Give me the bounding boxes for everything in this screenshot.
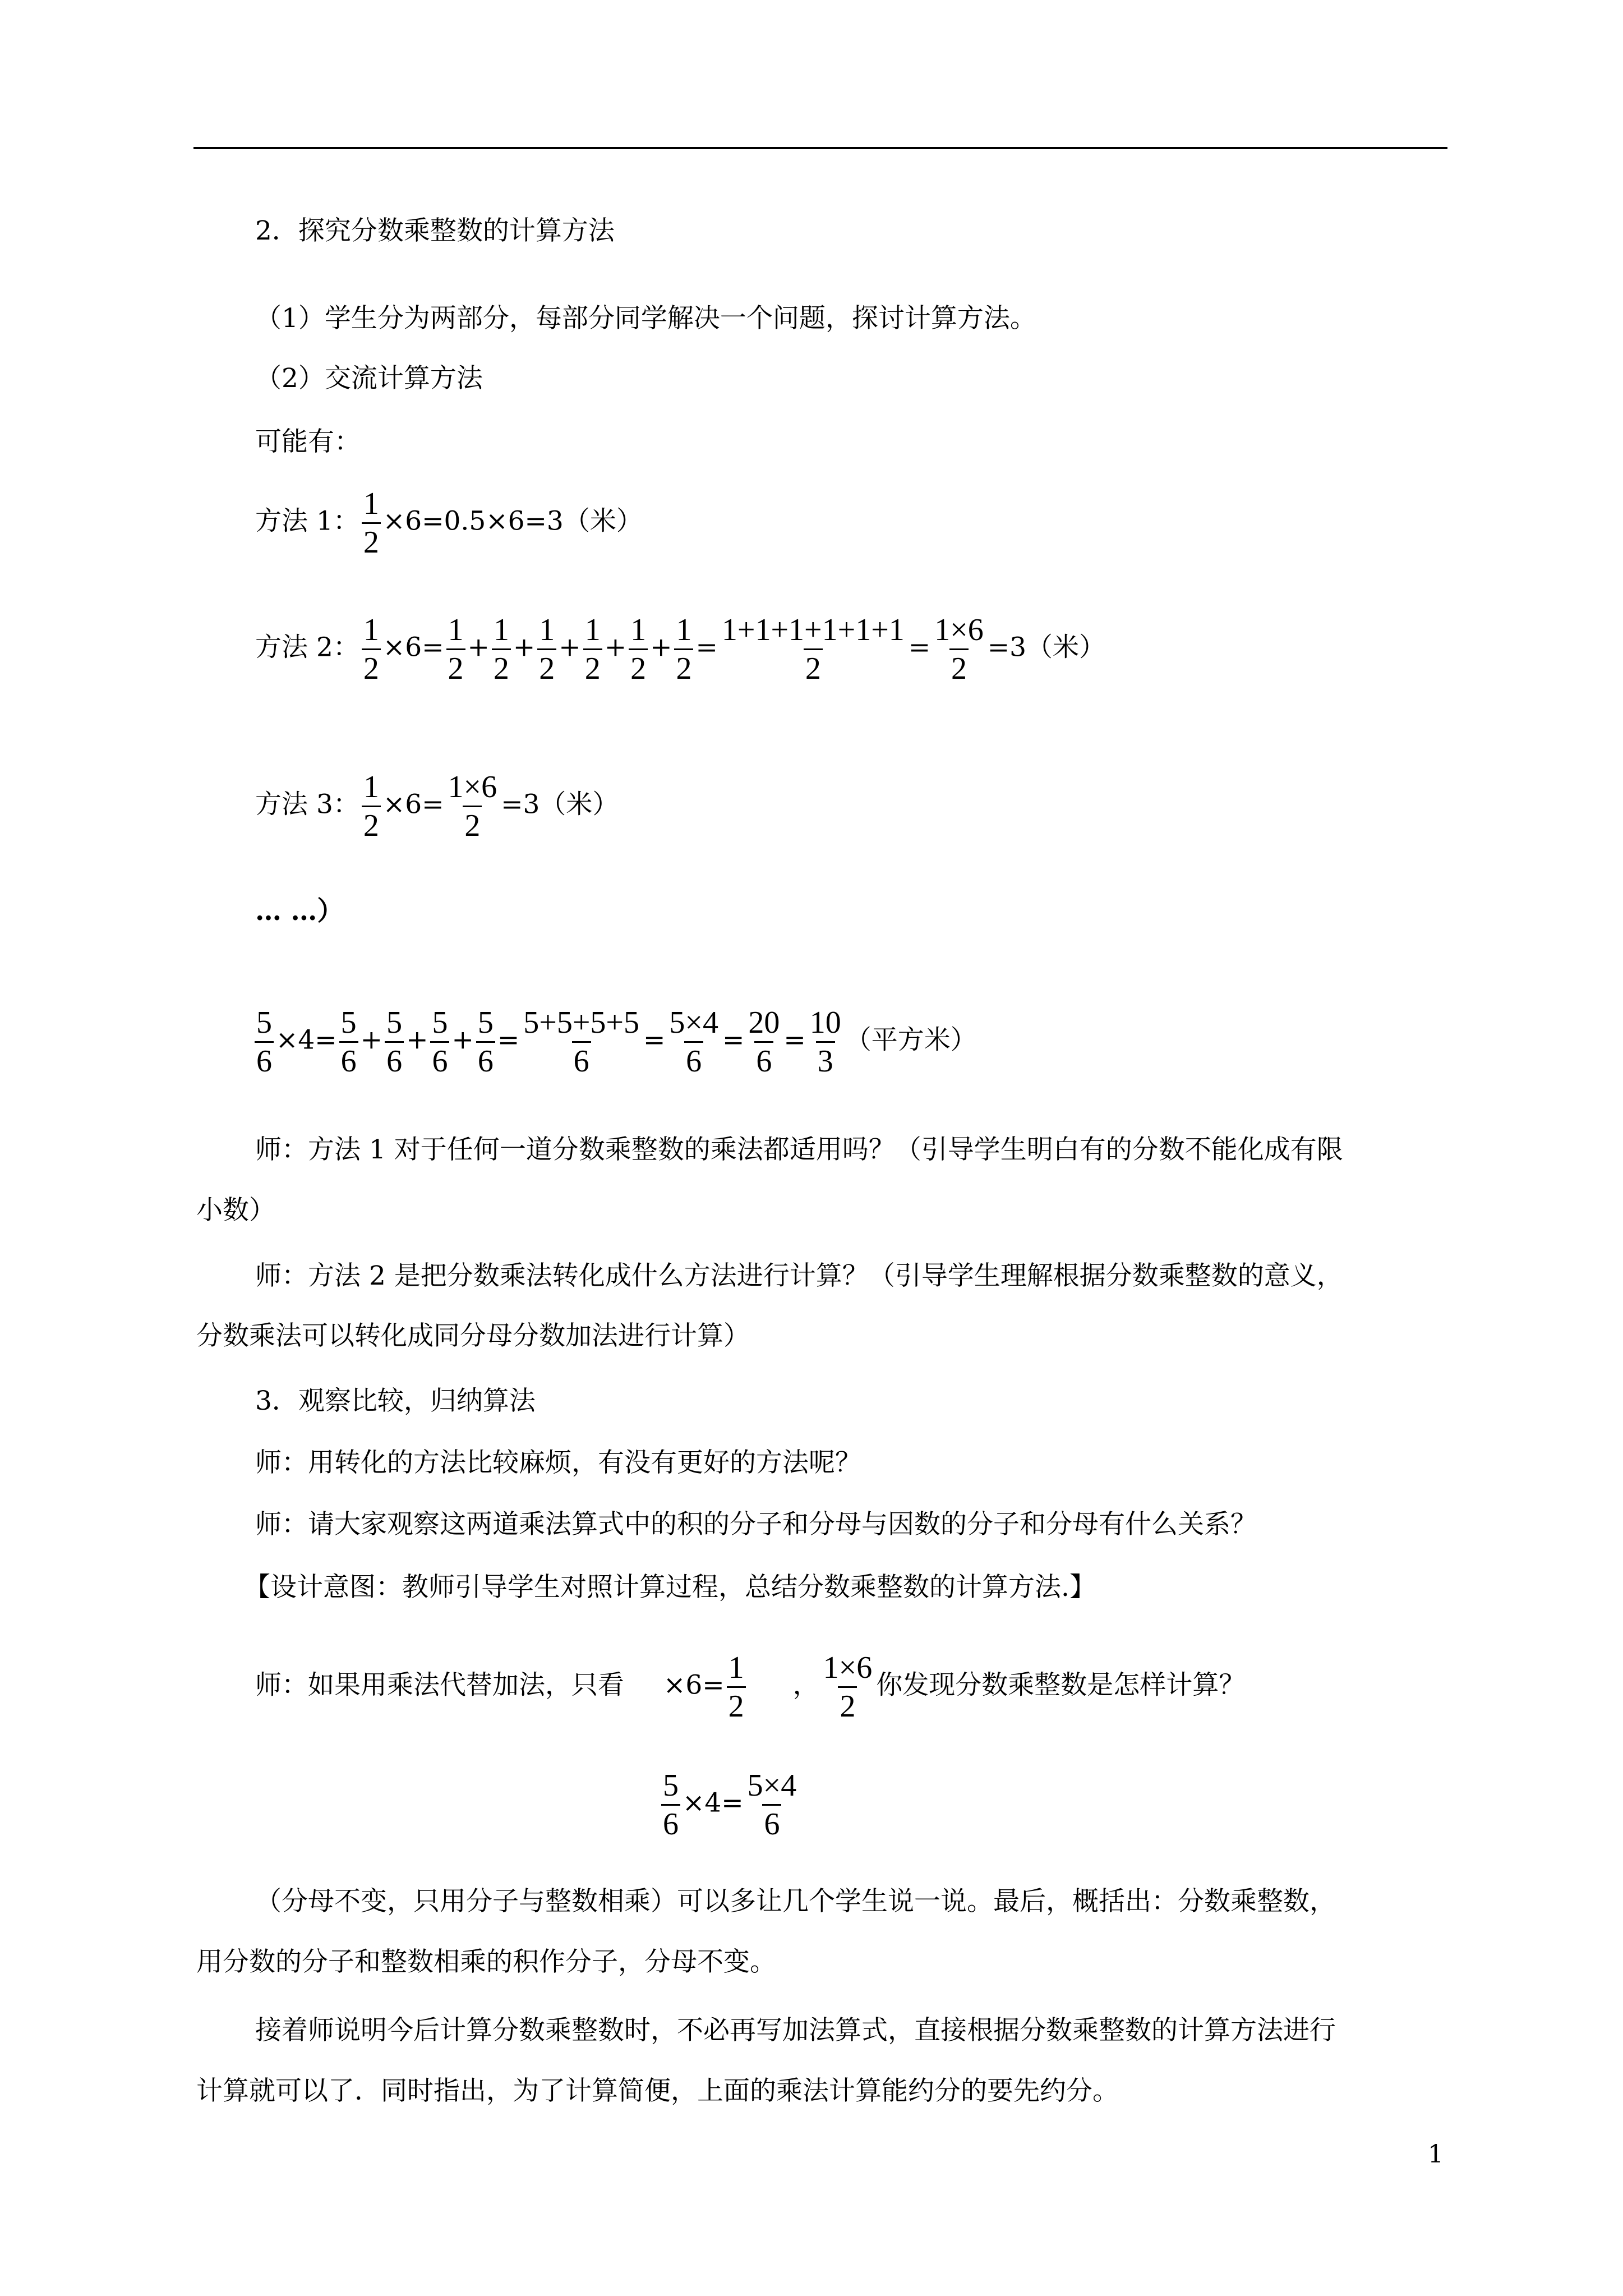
method-3-result: =3（米） <box>501 789 619 820</box>
product-fraction: $\frac{1\times 6}{2}$ <box>448 770 497 843</box>
product-fraction: $\frac{1\times 6}{2}$ <box>823 1650 873 1724</box>
ellipsis-text: … …） <box>255 896 344 927</box>
fraction: $\frac{1}{2}$ <box>362 485 381 561</box>
teacher-question-1b: 小数） <box>196 1195 275 1226</box>
method-2-label: 方法 2： <box>255 632 359 663</box>
method-2-result: =3（米） <box>987 632 1106 663</box>
method-3-label: 方法 3： <box>255 789 359 820</box>
teacher-question-2a: 师：方法 2 是把分数乘法转化成什么方法进行计算？（引导学生理解根据分数乘整数的意义， <box>255 1260 1343 1291</box>
possible-text: 可能有： <box>255 426 361 457</box>
step-1-text: （1）学生分为两部分，每部分同学解决一个问题，探讨计算方法。 <box>255 303 1036 334</box>
fraction: $\frac{5}{6}$ <box>255 1004 274 1080</box>
fraction: $\frac{1}{2}$ <box>674 611 693 687</box>
teacher-question-3: 师：用转化的方法比较麻烦，有没有更好的方法呢？ <box>255 1447 861 1478</box>
method-1-label: 方法 1： <box>255 505 359 537</box>
fraction: $\frac{5}{6}$ <box>385 1004 404 1080</box>
summary-line-a: （分母不变，只用分子与整数相乘）可以多让几个学生说一说。最后，概括出：分数乘整数， <box>255 1886 1336 1917</box>
fraction: $\frac{1}{2}$ <box>537 611 556 687</box>
center-equation: $\frac{5}{6}$ ×4= $\frac{5\times 4}{6}$ <box>659 1767 800 1843</box>
teacher-question-1a: 师：方法 1 对于任何一道分数乘整数的乘法都适用吗？（引导学生明白有的分数不能化成有限 <box>255 1134 1343 1165</box>
method-3-line: 方法 3： $\frac{1}{2}$ ×6= $\frac{1\times 6}{2}$ =3（米） <box>255 770 619 843</box>
result-fraction: $\frac{10}{3}$ <box>809 1005 841 1079</box>
fraction: $\frac{1}{2}$ <box>583 611 602 687</box>
summary-line-b: 用分数的分子和整数相乘的积作分子，分母不变。 <box>196 1947 776 1977</box>
fraction: $\frac{5}{6}$ <box>661 1767 680 1843</box>
fraction: $\frac{1}{2}$ <box>629 611 648 687</box>
final-line-a: 接着师说明今后计算分数乘整数时，不必再写加法算式，直接根据分数乘整数的计算方法进行 <box>255 2015 1336 2046</box>
product-fraction: $\frac{1\times 6}{2}$ <box>934 613 984 686</box>
teacher-question-5: 师：如果用乘法代替加法，只看 ×6= $\frac{1}{2}$ ， $\frac{1\times 6}{2}$ 你发现分数乘整数是怎样计算？ <box>255 1650 1246 1724</box>
design-intent: 【设计意图：教师引导学生对照计算过程，总结分数乘整数的计算方法.】 <box>244 1572 1096 1603</box>
intermediate-fraction: $\frac{20}{6}$ <box>748 1005 780 1079</box>
final-line-b: 计算就可以了．同时指出，为了计算简便，上面的乘法计算能约分的要先约分。 <box>196 2076 1119 2106</box>
example-equation: $\frac{5}{6}$ ×4= $\frac{5}{6}$ + $\frac{5}{6}$ + $\frac{5}{6}$ + $\frac{5}{6}$ = $\frac{5+5+5+5}{6}$ = $\frac{5\times 4}{6}$ = $\frac{20}{6}$ = $\frac{10}{3}$ （平方米） <box>252 1004 977 1080</box>
fraction: $\frac{1}{2}$ <box>492 611 511 687</box>
fraction: $\frac{1}{2}$ <box>362 769 381 844</box>
teacher-question-4: 师：请大家观察这两道乘法算式中的积的分子和分母与因数的分子和分母有什么关系？ <box>255 1509 1257 1540</box>
header-rule <box>193 147 1447 149</box>
fraction: $\frac{5}{6}$ <box>430 1004 449 1080</box>
sum-fraction: $\frac{5+5+5+5}{6}$ <box>523 1005 639 1079</box>
fraction: $\frac{1}{2}$ <box>446 611 465 687</box>
product-fraction: $\frac{5\times 4}{6}$ <box>669 1005 718 1079</box>
product-fraction: $\frac{5\times 4}{6}$ <box>747 1768 797 1842</box>
teacher-question-2b: 分数乘法可以转化成同分母分数加法进行计算） <box>196 1320 750 1351</box>
fraction: $\frac{5}{6}$ <box>339 1004 358 1080</box>
fraction: $\frac{1}{2}$ <box>727 1649 746 1725</box>
method-1-expression: ×6=0.5×6=3（米） <box>382 505 643 537</box>
sum-fraction: $\frac{1+1+1+1+1+1}{2}$ <box>721 613 905 686</box>
fraction: $\frac{1}{2}$ <box>362 611 381 687</box>
method-2-line: 方法 2： $\frac{1}{2}$ ×6= $\frac{1}{2}$ + $\frac{1}{2}$ + $\frac{1}{2}$ + $\frac{1}{2}$ + $\frac{1}{2}$ + $\frac{1}{2}$ = $\frac{1+1+1+1+1+1}{2}$ = $\frac{1\times 6}{2}$ =3（米） <box>255 613 1106 686</box>
page-number: 1 <box>1428 2140 1444 2169</box>
example-unit: （平方米） <box>845 1024 977 1056</box>
section-2-heading: 2．探究分数乘整数的计算方法 <box>255 215 615 246</box>
step-2-text: （2）交流计算方法 <box>255 363 483 394</box>
section-3-heading: 3．观察比较，归纳算法 <box>255 1386 536 1416</box>
fraction: $\frac{5}{6}$ <box>476 1004 495 1080</box>
method-1-line <box>255 485 643 561</box>
